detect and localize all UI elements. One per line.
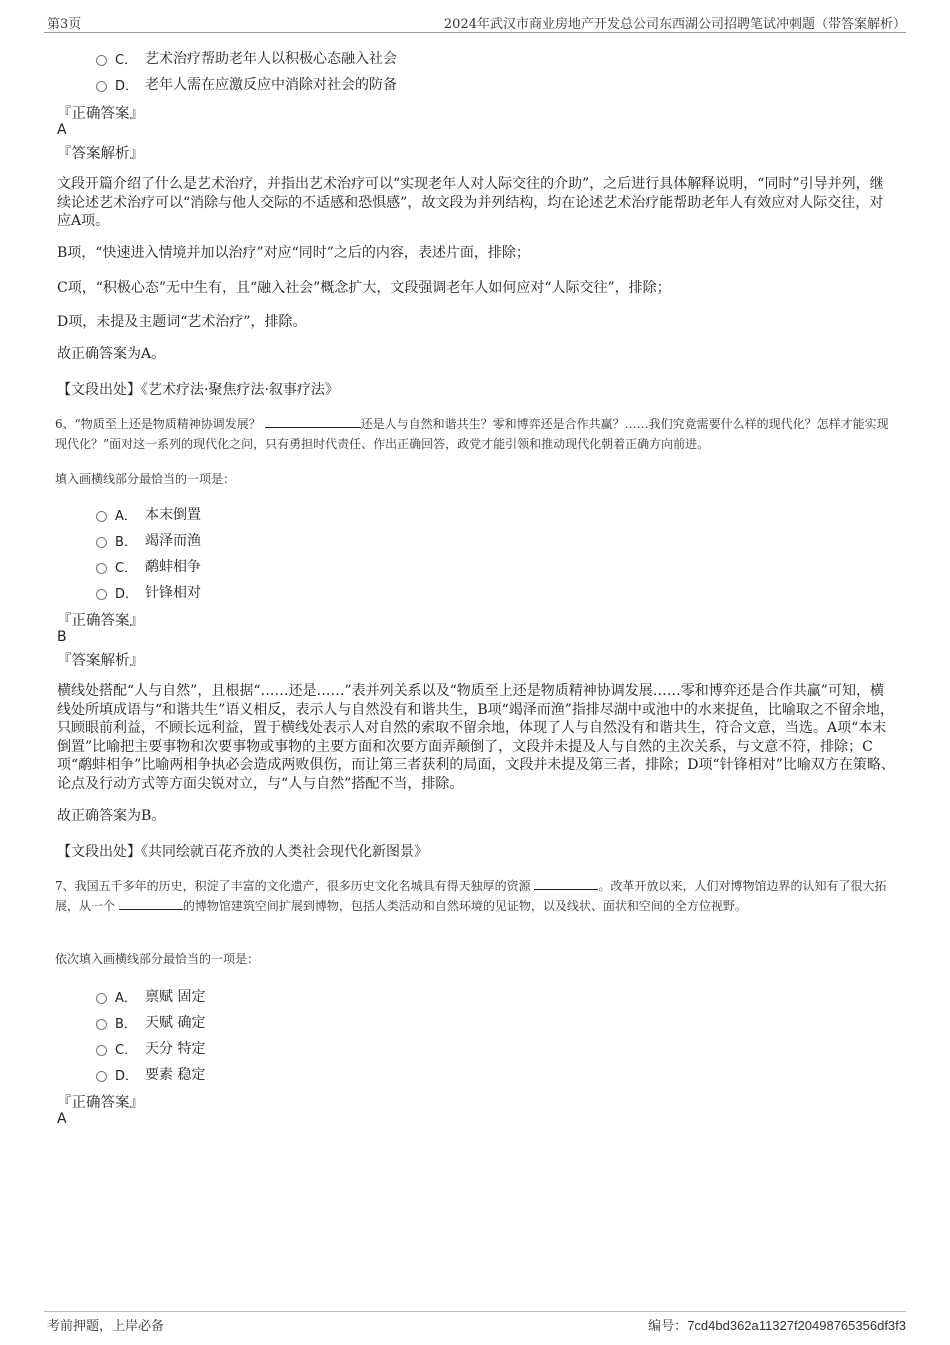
q6-answer-heading: 『正确答案』 — [57, 613, 144, 629]
radio-icon[interactable] — [96, 1045, 107, 1056]
q6-analysis-conclusion: 故正确答案为B。 — [57, 808, 166, 824]
option-text: 竭泽而渔 — [145, 533, 201, 549]
option-letter: D． — [115, 1068, 139, 1084]
option-letter: C． — [115, 560, 138, 576]
q5-analysis-paragraph: C项，“积极心态”无中生有，且“融入社会”概念扩大，文段强调老年人如何应对“人际交往”，排除； — [57, 280, 671, 296]
option-letter: C． — [115, 1042, 138, 1058]
q6-stem-text: 还是人与自然和谐共生？零和博弈还是合作共赢？……我们究竟需要什么样的现代化？怎样才能实现现代化？”面对这一系列的现代化之问，只有勇担时代责任、作出正确回答，政党才能引领和推动现代化朝着正确方向前进。 — [55, 417, 889, 451]
option-text: 要素 稳定 — [145, 1067, 206, 1083]
radio-icon[interactable] — [96, 563, 107, 574]
page-number: 第3页 — [47, 17, 82, 32]
q6-option-a[interactable] — [96, 504, 201, 524]
option-text: 天分 特定 — [145, 1041, 206, 1057]
option-letter: B． — [115, 1016, 137, 1032]
q6-stem-text: 6、“物质至上还是物质精神协调发展？ — [55, 417, 265, 431]
q6-prompt: 填入画横线部分最恰当的一项是： — [55, 472, 236, 486]
option-letter: B． — [115, 534, 137, 550]
q5-analysis-paragraph: B项，“快速进入情境并加以治疗”对应“同时”之后的内容，表述片面，排除； — [57, 245, 530, 261]
option-text: 针锋相对 — [145, 585, 201, 601]
fill-blank — [265, 415, 361, 428]
q6-analysis-paragraph: 横线处搭配“人与自然”，且根据“……还是……”表并列关系以及“物质至上还是物质精神协调发展……零和博弈还是合作共赢”可知，横线处所填成语与“和谐共生”语义相反，表示人与自然没有和谐共生，B项“竭泽而渔”指排尽湖中或池中的水来捉鱼，比喻取之不留余地，只顾眼前利益，不顾长远利益，置于横线处表示人对自然的索取不留余地，体现了人与自然没有和谐共生，符合文意，当选。A项“本末倒置”比喻把主要事物和次要事物或事物的主要方面和次要方面弄颠倒了，文段并未提及人与自然的主次关系，与文意不符，排除；C项“鹬蚌相争”比喻两相争执必会造成两败俱伤，而让第三者获利的局面，文段并未提及第三者，排除；D项“针锋相对”比喻双方在策略、论点及行动方式等方面尖锐对立，与“人与自然”搭配不当，排除。 — [57, 683, 895, 792]
q5-option-d[interactable] — [96, 74, 397, 94]
option-letter: D． — [115, 78, 139, 94]
radio-icon[interactable] — [96, 993, 107, 1004]
option-letter: C． — [115, 52, 138, 68]
q7-stem-text: 的博物馆建筑空间扩展到博物，包括人类活动和自然环境的见证物，以及线状、面状和空间的全方位视野。 — [182, 899, 747, 913]
q6-option-c[interactable] — [96, 556, 201, 576]
q7-stem-text: 。改革开放以来，人们对博物馆边界的认知有了很大拓展，从一个 — [55, 879, 887, 913]
option-letter: A． — [115, 990, 137, 1006]
radio-icon[interactable] — [96, 511, 107, 522]
q6-source: 【文段出处】《共同绘就百花齐放的人类社会现代化新图景》 — [57, 844, 428, 860]
q7-option-d[interactable] — [96, 1064, 205, 1084]
q7-prompt: 依次填入画横线部分最恰当的一项是： — [55, 952, 260, 966]
q5-analysis-paragraph: 文段开篇介绍了什么是艺术治疗，并指出艺术治疗可以“实现老年人对人际交往的介助”，之后进行具体解释说明，“同时”引导并列，继续论述艺术治疗可以“消除与他人交际的不适感和恐惧感”，故文段为并列结构，均在论述艺术治疗能帮助老年人有效应对人际交往，对应A项。 — [57, 176, 884, 230]
q5-option-c[interactable] — [96, 48, 397, 68]
q7-option-c[interactable] — [96, 1038, 205, 1058]
q5-analysis-heading: 『答案解析』 — [57, 146, 144, 162]
option-letter: D． — [115, 586, 139, 602]
q7-option-b[interactable] — [96, 1012, 205, 1032]
q7-option-a[interactable] — [96, 986, 205, 1006]
document-code — [648, 1315, 906, 1334]
radio-icon[interactable] — [96, 81, 107, 92]
radio-icon[interactable] — [96, 589, 107, 600]
q7-stem — [55, 876, 900, 916]
q5-answer-heading: 『正确答案』 — [57, 106, 144, 122]
code-label: 编号： — [648, 1319, 688, 1334]
option-text: 本末倒置 — [145, 507, 201, 523]
q6-option-d[interactable] — [96, 582, 201, 602]
radio-icon[interactable] — [96, 1019, 107, 1030]
q5-answer-value: A — [57, 122, 67, 138]
code-value: 7cd4bd362a11327f20498765356df3f3 — [687, 1318, 906, 1333]
q6-option-b[interactable] — [96, 530, 201, 550]
option-text: 禀赋 固定 — [145, 989, 206, 1005]
document-title: 2024年武汉市商业房地产开发总公司东西湖公司招聘笔试冲刺题（带答案解析） — [443, 17, 906, 32]
q6-analysis-heading: 『答案解析』 — [57, 653, 144, 669]
fill-blank — [534, 877, 598, 890]
q7-answer-value: A — [57, 1111, 67, 1127]
option-text: 天赋 确定 — [145, 1015, 206, 1031]
q5-analysis-conclusion: 故正确答案为A。 — [57, 346, 166, 362]
header-divider — [44, 32, 906, 33]
q5-analysis-paragraph: D项，未提及主题词“艺术治疗”，排除。 — [57, 314, 307, 330]
q6-stem — [55, 414, 900, 454]
option-text: 老年人需在应激反应中消除对社会的防备 — [145, 77, 397, 93]
option-text: 艺术治疗帮助老年人以积极心态融入社会 — [145, 51, 397, 67]
q6-answer-value: B — [57, 629, 67, 645]
q5-source: 【文段出处】《艺术疗法·聚焦疗法·叙事疗法》 — [57, 382, 339, 398]
q7-stem-text: 7、我国五千多年的历史，积淀了丰富的文化遗产，很多历史文化名城具有得天独厚的资源 — [55, 879, 535, 893]
fill-blank — [119, 897, 183, 910]
option-text: 鹬蚌相争 — [145, 559, 201, 575]
radio-icon[interactable] — [96, 1071, 107, 1082]
radio-icon[interactable] — [96, 55, 107, 66]
option-letter: A． — [115, 508, 137, 524]
q7-answer-heading: 『正确答案』 — [57, 1095, 144, 1111]
footer-divider — [44, 1311, 906, 1312]
footer-slogan: 考前押题，上岸必备 — [47, 1319, 165, 1334]
radio-icon[interactable] — [96, 537, 107, 548]
